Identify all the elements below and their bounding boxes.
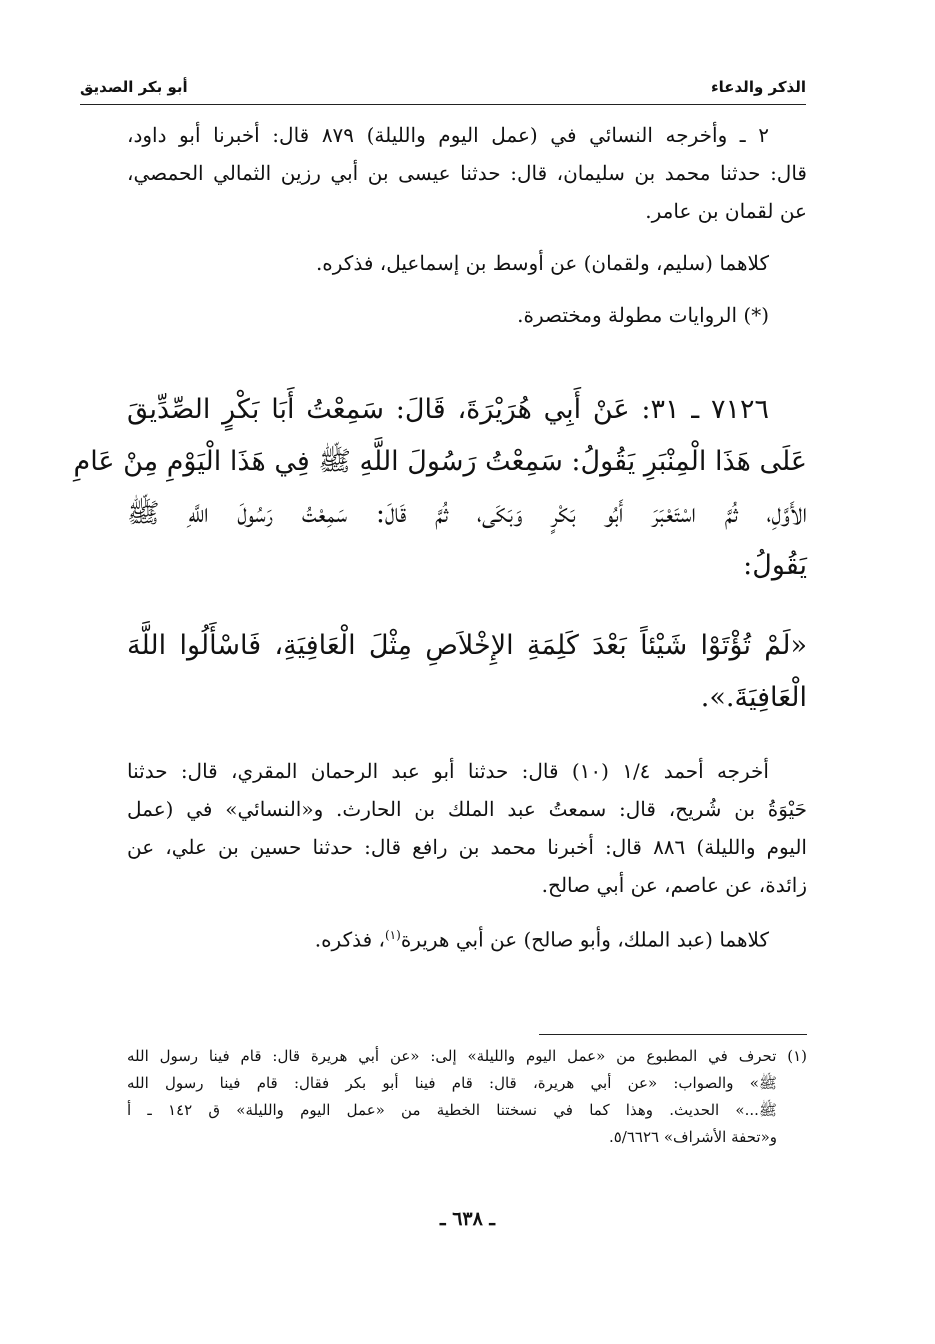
text-line: زائدة، عن عاصم، عن أبي صالح. <box>541 873 807 897</box>
hadith-quote-line: «لَمْ تُؤْتَوْا شَيْئاً بَعْدَ كَلِمَةِ الإِخْلاَصِ مِثْلَ الْعَافِيَةِ، فَاسْأَلُوا اللَّهَ <box>127 630 807 661</box>
hadith-text <box>73 384 807 724</box>
footnote-line: ﷺ...» الحديث. وهذا كما في نسختنا الخطية من «عمل اليوم والليلة» ق ١٤٢ ـ أ <box>127 1101 777 1119</box>
text-line: قال: حدثنا محمد بن سليمان، قال: حدثنا عيسى بن أبي رزين الثمالي الحمصي، <box>127 161 807 185</box>
both-narrators-line <box>127 916 807 959</box>
footnote-line: (١) تحرف في المطبوع من «عمل اليوم والليلة» إلى: «عن أبي هريرة قال: قام فينا رسول الله <box>127 1047 807 1065</box>
hadith-line: يَقُولُ: <box>743 550 807 581</box>
footnote <box>127 1043 807 1151</box>
header-section-title: أبو بكر الصديق <box>80 78 194 96</box>
running-header <box>80 74 806 105</box>
footnote-ref[interactable]: (١) <box>384 928 401 942</box>
footnote-line: ﷺ» والصواب: «عن أبي هريرة، قال: قام فينا أبو بكر فقال: قام فينا رسول الله <box>127 1074 777 1092</box>
hadith-quote-line: الْعَافِيَةَ.». <box>700 682 807 713</box>
both-text-end: ، فذكره. <box>314 927 385 952</box>
text-line: أخرجه أحمد ١/٤ (١٠) قال: حدثنا أبو عبد الرحمان المقري، قال: حدثنا <box>127 759 769 783</box>
riwayat-note: (*) الروايات مطولة ومختصرة. <box>517 303 769 327</box>
source-paragraph-2 <box>127 752 807 959</box>
text-line: اليوم والليلة) ٨٨٦ قال: أخبرنا محمد بن رافع قال: حدثنا حسين بن علي، عن <box>127 835 807 859</box>
text-line: عن لقمان بن عامر. <box>645 199 807 223</box>
hadith-line: ٧١٢٦ ـ ٣١: عَنْ أَبِي هُرَيْرَةَ، قَالَ: سَمِعْتُ أَبَا بَكْرٍ الصِّدِّيقَ <box>127 394 769 425</box>
source-paragraph-1 <box>127 116 807 334</box>
text-line: ٢ ـ وأخرجه النسائي في (عمل اليوم والليلة) ٨٧٩ قال: أخبرنا أبو داود، <box>127 123 769 147</box>
header-chapter-title: الذكر والدعاء <box>705 78 806 96</box>
hadith-line: عَلَى هَذَا الْمِنْبَرِ يَقُولُ: سَمِعْتُ رَسُولَ اللَّهِ ﷺ فِي هَذَا الْيَوْمِ مِنْ عَامِ <box>73 446 807 477</box>
page-number: ـ ٦٣٨ ـ <box>440 1208 495 1230</box>
footnote-separator <box>539 1034 807 1035</box>
both-text: كلاهما (عبد الملك، وأبو صالح) عن أبي هريرة <box>400 927 769 952</box>
footnote-line: و«تحفة الأشراف» ٥/٦٦٢٦. <box>608 1128 777 1146</box>
text-line: حَيْوَةُ بن شُريح، قال: سمعتُ عبد الملك بن الحارث. و«النسائي» في (عمل <box>127 797 807 821</box>
both-narrators-line: كلاهما (سليم، ولقمان) عن أوسط بن إسماعيل، فذكره. <box>315 251 769 275</box>
hadith-line: الأَوَّلِ، ثُمَّ اسْتَعْبَرَ أَبُو بَكْرٍ وَبَكَى، ثُمَّ قَالَ: سَمِعْتُ رَسُولَ اللَّهِ ﷺ <box>127 498 807 529</box>
